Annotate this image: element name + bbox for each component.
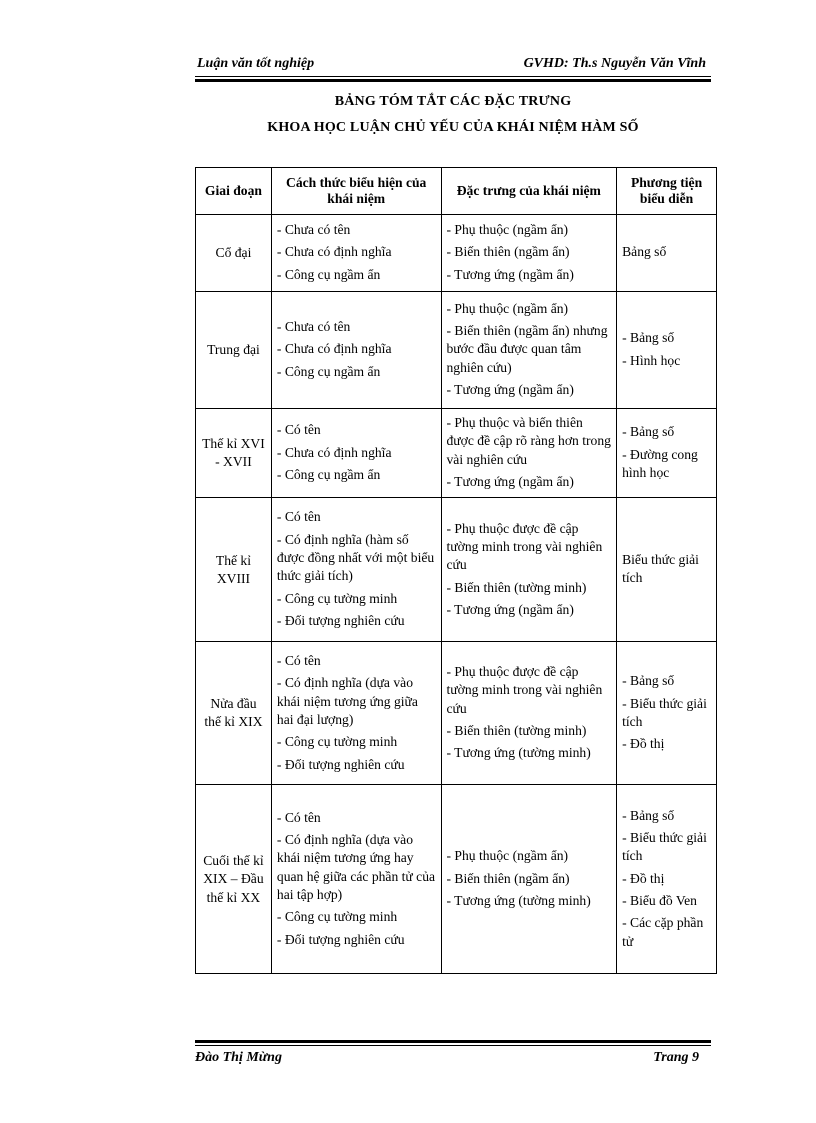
expression-item: - Có tên	[276, 809, 321, 825]
header-rule-thick	[195, 79, 711, 82]
title-line-1: BẢNG TÓM TẮT CÁC ĐẶC TRƯNG	[334, 94, 572, 109]
means-cell	[617, 642, 717, 785]
expression-item: - Công cụ ngầm ẩn	[276, 466, 381, 482]
expression-item: - Chưa có tên	[276, 318, 351, 334]
expression-cell	[271, 498, 441, 642]
header-thesis-label: Luận văn tốt nghiệp	[197, 56, 315, 71]
expression-item: - Có định nghĩa (hàm số được đồng nhất với một biểu thức giải tích)	[276, 531, 435, 584]
feature-item: - Biến thiên (ngầm ẩn)	[446, 244, 570, 260]
footer-author: Đào Thị Mừng	[195, 1050, 282, 1065]
features-cell	[441, 292, 617, 409]
means-item: - Đồ thị	[622, 736, 665, 752]
expression-cell	[271, 292, 441, 409]
means-item: - Đồ thị	[622, 870, 665, 886]
table-row	[196, 642, 717, 785]
table-row	[196, 409, 717, 498]
expression-item: - Có tên	[276, 422, 321, 438]
means-item: - Biểu thức giải tích	[622, 830, 707, 864]
means-cell	[617, 498, 717, 642]
feature-item: - Phụ thuộc và biến thiên được đề cập rõ ràng hơn trong vài nghiên cứu	[446, 415, 611, 467]
stage-cell: Trung đại	[196, 292, 272, 409]
feature-item: - Tương ứng (tường minh)	[446, 745, 591, 761]
stage-cell: Cổ đại	[196, 215, 272, 292]
means-item: - Biểu thức giải tích	[622, 695, 707, 729]
feature-item: - Biến thiên (tường minh)	[446, 579, 587, 595]
features-cell	[441, 642, 617, 785]
means-cell	[617, 785, 717, 974]
footer-rule-thick	[195, 1040, 711, 1043]
table-header-row	[196, 168, 717, 215]
expression-item: - Đối tượng nghiên cứu	[276, 613, 405, 629]
stage-cell: Thế kỉ XVIII	[196, 498, 272, 642]
table-body	[196, 215, 717, 974]
means-item: - Đường cong hình học	[622, 446, 698, 480]
footer-page-number: Trang 9	[653, 1050, 699, 1065]
expression-cell	[271, 785, 441, 974]
means-item: Bảng số	[622, 244, 667, 260]
means-cell	[617, 292, 717, 409]
feature-item: - Tương ứng (ngầm ẩn)	[446, 266, 574, 282]
expression-cell	[271, 642, 441, 785]
means-item: - Hình học	[622, 352, 681, 368]
title-line-2: KHOA HỌC LUẬN CHỦ YẾU CỦA KHÁI NIỆM HÀM SỐ	[267, 120, 639, 135]
expression-item: - Chưa có định nghĩa	[276, 444, 392, 460]
expression-item: - Có tên	[276, 509, 321, 525]
means-item: - Các cặp phần tử	[622, 915, 704, 949]
expression-item: - Có định nghĩa (dựa vào khái niệm tương ứng hay quan hệ giữa các phần tử của hai tập hợp)	[276, 832, 436, 903]
page-footer	[195, 1050, 699, 1066]
stage-cell: Cuối thế kỉ XIX – Đầu thế kỉ XX	[196, 785, 272, 974]
expression-item: - Công cụ tường minh	[276, 734, 398, 750]
means-cell	[617, 215, 717, 292]
feature-item: - Biến thiên (tường minh)	[446, 723, 587, 739]
means-item: - Bảng số	[622, 424, 675, 440]
col-header-features: Đặc trưng của khái niệm	[441, 168, 617, 215]
expression-item: - Chưa có định nghĩa	[276, 244, 392, 260]
stage-cell: Thế kỉ XVI - XVII	[196, 409, 272, 498]
features-cell	[441, 215, 617, 292]
table-row	[196, 498, 717, 642]
expression-cell	[271, 215, 441, 292]
expression-item: - Công cụ tường minh	[276, 590, 398, 606]
expression-item: - Đối tượng nghiên cứu	[276, 931, 405, 947]
col-header-stage: Giai đoạn	[196, 168, 272, 215]
page-header	[197, 56, 706, 72]
expression-item: - Đối tượng nghiên cứu	[276, 756, 405, 772]
expression-item: - Công cụ ngầm ẩn	[276, 266, 381, 282]
header-rule-thin	[195, 76, 711, 77]
means-item: - Bảng số	[622, 330, 675, 346]
feature-item: - Tương ứng (ngầm ẩn)	[446, 601, 574, 617]
features-cell	[441, 785, 617, 974]
col-header-expression: Cách thức biểu hiện của khái niệm	[271, 168, 441, 215]
summary-table	[195, 167, 717, 974]
means-item: - Bảng số	[622, 807, 675, 823]
means-item: - Biểu đồ Ven	[622, 893, 697, 909]
feature-item: - Phụ thuộc được đề cập tường minh trong vài nghiên cứu	[446, 520, 603, 573]
feature-item: - Tương ứng (tường minh)	[446, 893, 591, 909]
stage-cell: Nửa đầu thế kỉ XIX	[196, 642, 272, 785]
expression-item: - Chưa có định nghĩa	[276, 341, 392, 357]
table-row	[196, 785, 717, 974]
expression-item: - Công cụ tường minh	[276, 909, 398, 925]
means-item: - Bảng số	[622, 673, 675, 689]
feature-item: - Biến thiên (ngầm ẩn) nhưng bước đầu được quan tâm nghiên cứu)	[446, 322, 608, 375]
expression-cell	[271, 409, 441, 498]
means-item: Biểu thức giải tích	[622, 552, 699, 586]
col-header-means: Phương tiện biểu diễn	[617, 168, 717, 215]
expression-item: - Chưa có tên	[276, 221, 351, 237]
feature-item: - Tương ứng (ngầm ẩn)	[446, 474, 574, 490]
feature-item: - Phụ thuộc (ngầm ẩn)	[446, 300, 569, 316]
feature-item: - Phụ thuộc được đề cập tường minh trong vài nghiên cứu	[446, 664, 603, 716]
expression-item: - Có tên	[276, 652, 321, 668]
footer-rule-thin	[195, 1045, 711, 1046]
features-cell	[441, 498, 617, 642]
means-cell	[617, 409, 717, 498]
feature-item: - Biến thiên (ngầm ẩn)	[446, 870, 570, 886]
feature-item: - Phụ thuộc (ngầm ẩn)	[446, 848, 569, 864]
features-cell	[441, 409, 617, 498]
feature-item: - Tương ứng (ngầm ẩn)	[446, 382, 574, 398]
table-row	[196, 292, 717, 409]
expression-item: - Có định nghĩa (dựa vào khái niệm tương ứng giữa hai đại lượng)	[276, 675, 418, 727]
table-row	[196, 215, 717, 292]
header-advisor-label: GVHD: Th.s Nguyễn Văn Vĩnh	[523, 56, 706, 71]
expression-item: - Công cụ ngầm ẩn	[276, 363, 381, 379]
feature-item: - Phụ thuộc (ngầm ẩn)	[446, 221, 569, 237]
